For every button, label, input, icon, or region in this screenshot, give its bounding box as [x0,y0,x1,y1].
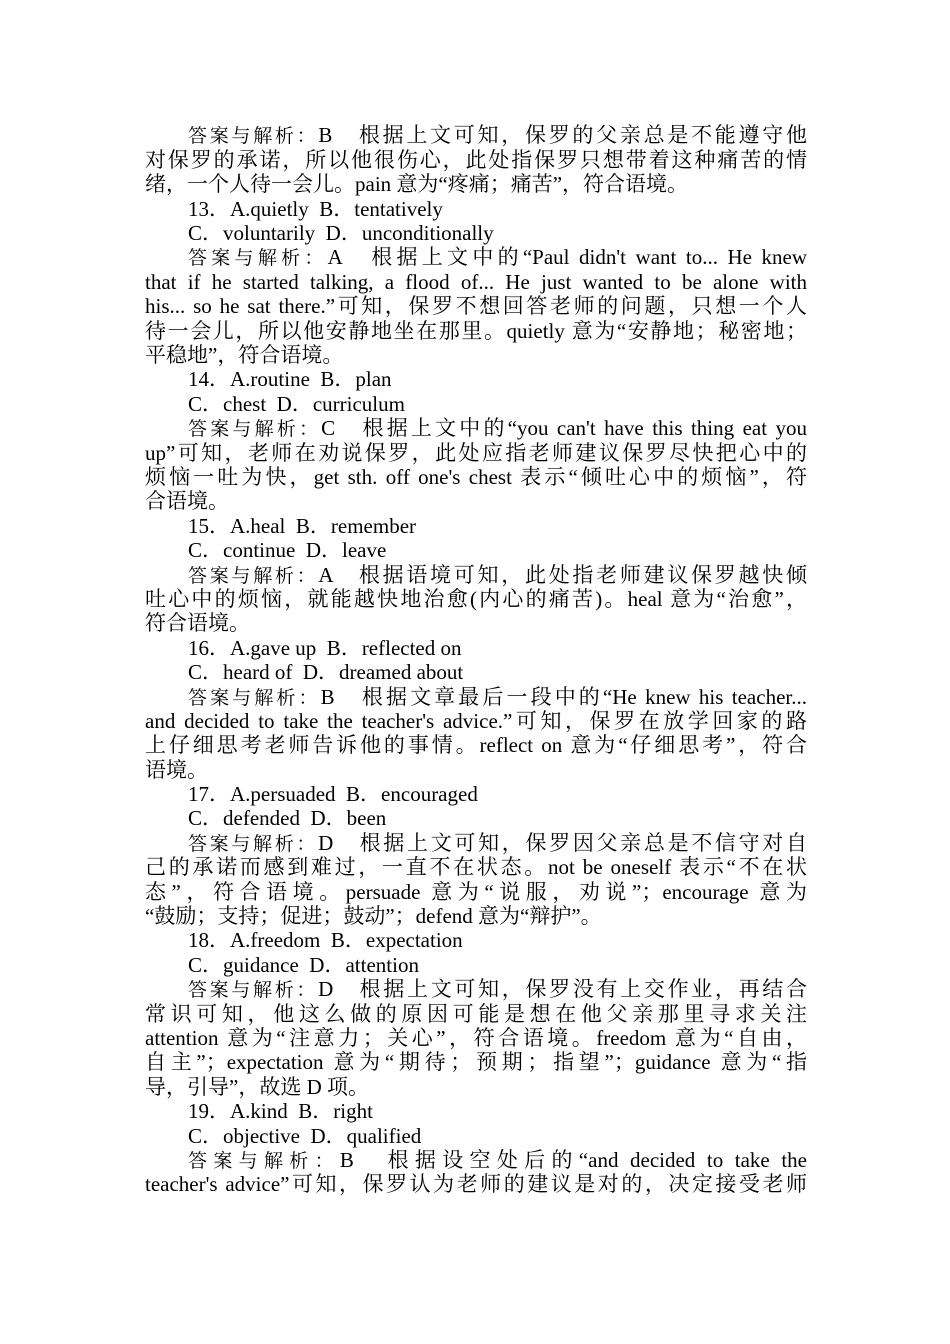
question-line: 15．A.heal B．remember [188,514,417,538]
text-line: 导，引导”，故选 D 项。 [145,1075,369,1099]
line-text: A 根据上文中的“Paul didn't want to... He knew [327,245,807,269]
line-text: A 根据语境可知，此处指老师建议保罗越快倾 [318,563,807,587]
options-line: C．continue D．leave [188,538,387,562]
question-line: 14．A.routine B．plan [188,367,392,391]
answer-label: 答案与解析： [188,833,319,855]
text-line: 自主”；expectation 意为“期待；预期；指望”；guidance 意为“指 [145,1050,807,1074]
line-text: C 根据上文中的“you can't have this thing eat you [321,416,807,440]
answer-label: 答案与解析： [188,418,322,440]
text-line [188,563,807,588]
text-line: 常识可知，他这么做的原因可能是想在他父亲那里寻求关注 [145,1002,807,1026]
text-line: 烦恼一吐为快，get sth. off one's chest 表示“倾吐心中的烦恼”，符 [145,465,807,489]
text-line: that if he started talking, a flood of... He just wanted to be alone with [145,270,807,294]
question-line: 17．A.persuaded B．encouraged [188,782,478,806]
answer-label: 答案与解析： [188,247,328,269]
answer-label: 答案与解析： [188,1150,340,1172]
text-line [188,123,807,148]
line-text: B 根据上文可知，保罗的父亲总是不能遵守他 [318,123,807,147]
question-line: 18．A.freedom B．expectation [188,928,463,952]
text-line: 语境。 [145,758,208,782]
line-text: D 根据上文可知，保罗因父亲总是不信守对自 [318,831,807,855]
question-line: 19．A.kind B．right [188,1099,373,1123]
options-line: C．chest D．curriculum [188,392,405,416]
options-line: C．voluntarily D．unconditionally [188,221,494,245]
line-text: B 根据文章最后一段中的“He knew his teacher... [320,685,807,709]
question-line: 13．A.quietly B．tentatively [188,197,443,221]
answer-label: 答案与解析： [188,125,319,147]
text-line: his... so he sat there.”可知，保罗不想回答老师的问题，只想一个人 [145,294,807,318]
text-line: teacher's advice”可知，保罗认为老师的建议是对的，决定接受老师 [145,1172,807,1196]
text-line: 绪，一个人待一会儿。pain 意为“疼痛；痛苦”，符合语境。 [145,172,689,196]
answer-label: 答案与解析： [188,979,319,1001]
answer-label: 答案与解析： [188,565,319,587]
text-line: attention 意为“注意力；关心”，符合语境。freedom 意为“自由， [145,1026,807,1050]
text-line: 对保罗的承诺，所以他很伤心，此处指保罗只想带着这种痛苦的情 [145,148,807,172]
text-line: 待一会儿，所以他安静地坐在那里。quietly 意为“安静地；秘密地； [145,319,807,343]
options-line: C．defended D．been [188,806,387,830]
text-line [188,245,807,270]
text-line: 符合语境。 [145,611,250,635]
options-line: C．heard of D．dreamed about [188,660,464,684]
answer-label: 答案与解析： [188,687,321,709]
line-text: B 根据设空处后的“and decided to take the [339,1148,807,1172]
text-line: 平稳地”，符合语境。 [145,343,344,367]
text-line: 合语境。 [145,489,229,513]
text-line: 态”，符合语境。persuade 意为“说服，劝说”；encourage 意为 [145,880,807,904]
text-line: “鼓励；支持；促进；鼓动”；defend 意为“辩护”。 [145,904,602,928]
text-line: 己的承诺而感到难过，一直不在状态。not be oneself 表示“不在状 [145,855,807,879]
text-line [188,416,807,441]
text-line [188,831,807,856]
text-line [188,1148,807,1173]
text-line: 上仔细思考老师告诉他的事情。reflect on 意为“仔细思考”，符合 [145,733,807,757]
text-line [188,685,807,710]
line-text: D 根据上文可知，保罗没有上交作业，再结合 [318,977,807,1001]
text-line: up”可知，老师在劝说保罗，此处应指老师建议保罗尽快把心中的 [145,441,807,465]
text-line [188,977,807,1002]
text-line: and decided to take the teacher's advice.”可知，保罗在放学回家的路 [145,709,807,733]
text-line: 吐心中的烦恼，就能越快地治愈(内心的痛苦)。heal 意为“治愈”， [145,587,807,611]
options-line: C．guidance D．attention [188,953,419,977]
options-line: C．objective D．qualified [188,1124,422,1148]
question-line: 16．A.gave up B．reflected on [188,636,462,660]
